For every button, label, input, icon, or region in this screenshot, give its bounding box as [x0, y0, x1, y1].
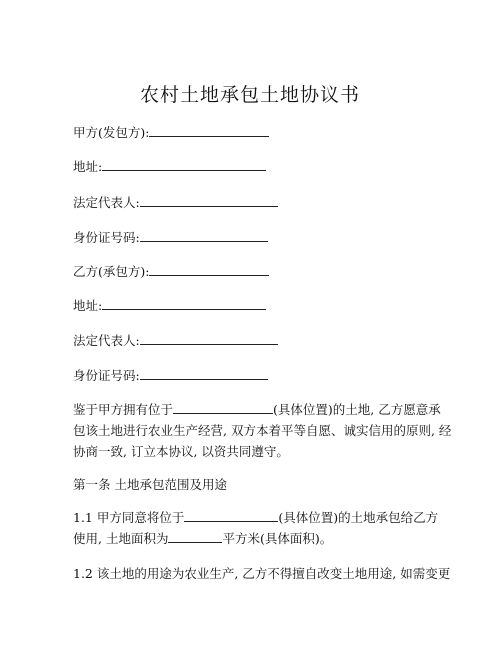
clause-1-1-text-1a: 1.1 甲方同意将位于 — [73, 510, 185, 525]
party-a-address-field — [73, 158, 266, 175]
document-title: 农村土地承包土地协议书 — [139, 84, 360, 106]
area-blank — [168, 530, 222, 543]
party-a-id-blank — [140, 229, 268, 242]
party-a-address-blank — [102, 158, 266, 171]
party-b-representative-field — [73, 332, 278, 349]
party-a-id-field — [73, 229, 268, 246]
clause-1-1-text-2b: 平方米(具体面积)。 — [222, 531, 333, 546]
party-b-address-field — [73, 297, 266, 314]
preamble-line-1 — [73, 399, 441, 420]
party-b-field — [73, 263, 269, 280]
party-b-representative-label: 法定代表人: — [73, 333, 140, 348]
party-a-representative-label: 法定代表人: — [73, 195, 140, 210]
party-b-representative-blank — [140, 332, 278, 345]
preamble-paragraph — [73, 399, 452, 462]
clause-location-blank — [184, 509, 278, 522]
party-b-id-field — [73, 367, 268, 384]
party-a-blank — [149, 124, 269, 137]
party-b-label: 乙方(承包方): — [73, 264, 150, 279]
clause-1-2 — [73, 563, 451, 584]
clause-1-1-line-1 — [73, 507, 439, 528]
clause-1-1-line-2 — [73, 528, 433, 549]
party-b-id-blank — [140, 367, 268, 380]
clause-1-1-text-1b: (具体位置)的土地承包给乙方 — [278, 510, 439, 525]
party-a-representative-field — [73, 194, 278, 211]
preamble-text-1a: 鉴于甲方拥有位于 — [73, 402, 174, 417]
preamble-line-3: 协商一致, 订立本协议, 以资共同遵守。 — [73, 444, 289, 459]
clause-1-2-line-1: 1.2 该土地的用途为农业生产, 乙方不得擅自改变土地用途, 如需变更 — [73, 566, 451, 581]
party-b-address-blank — [102, 297, 266, 310]
clause-1-1 — [73, 507, 439, 549]
party-a-address-label: 地址: — [73, 159, 103, 174]
party-b-id-label: 身份证号码: — [73, 368, 140, 383]
clause-1-1-text-2a: 使用, 土地面积为 — [73, 531, 169, 546]
party-a-label: 甲方(发包方): — [73, 125, 150, 140]
party-b-blank — [149, 263, 269, 276]
location-blank — [173, 401, 273, 414]
article-1-heading: 第一条 土地承包范围及用途 — [73, 477, 227, 492]
party-b-address-label: 地址: — [73, 298, 103, 313]
party-a-representative-blank — [140, 194, 278, 207]
preamble-line-2: 包该土地进行农业生产经营, 双方本着平等自愿、诚实信用的原则, 经 — [73, 423, 452, 438]
party-a-id-label: 身份证号码: — [73, 230, 140, 245]
party-a-field — [73, 124, 269, 141]
preamble-text-1b: (具体位置)的土地, 乙方愿意承 — [273, 402, 441, 417]
